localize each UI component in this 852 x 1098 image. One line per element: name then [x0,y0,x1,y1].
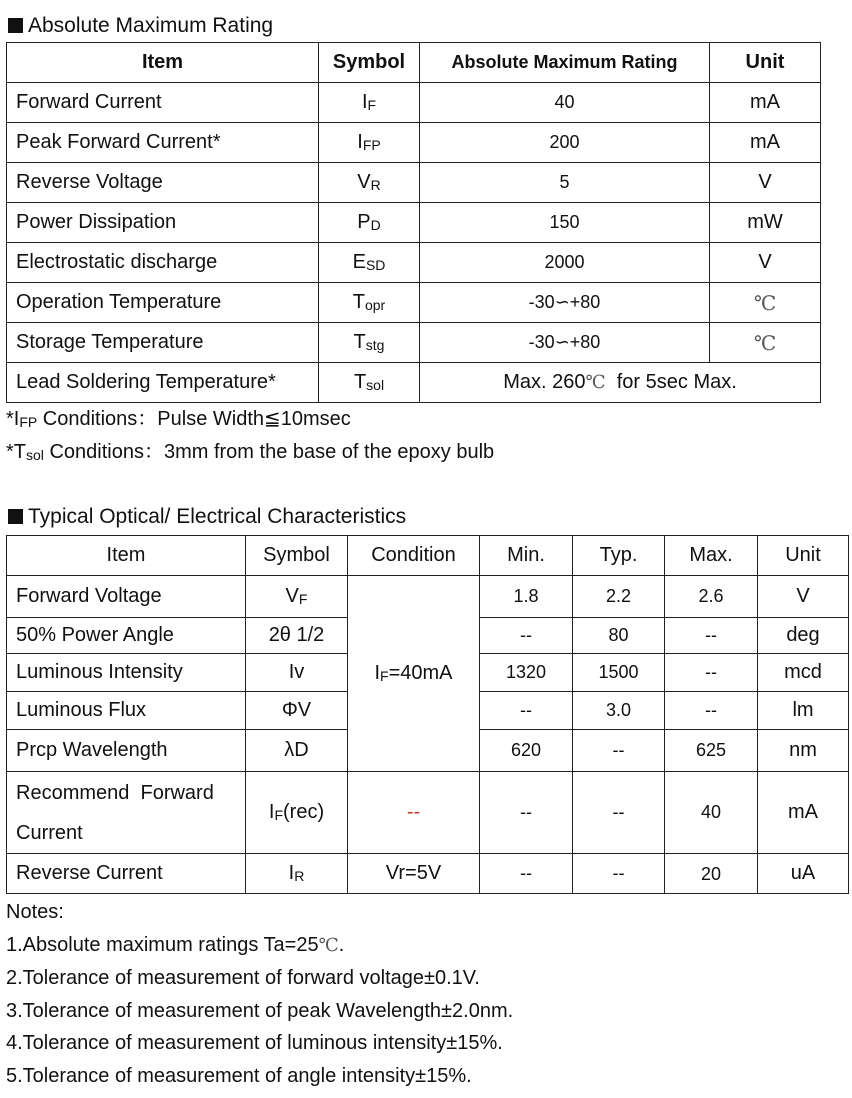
symbol-main: P [357,211,371,233]
note-item: 4.Tolerance of measurement of luminous intensity±15%. [6,1032,503,1054]
symbol-cell [319,363,420,403]
note-post: Conditions：Pulse Width≦10msec [37,408,351,430]
header-unit: Unit [758,536,849,576]
symbol-main: V [357,171,371,193]
unit-cell: ℃ [710,323,821,363]
unit-cell: deg [758,618,849,654]
header-unit: Unit [710,43,821,83]
condition-sub: F [380,668,389,684]
condition-value: =40mA [388,662,453,684]
symbol-cell [246,576,348,618]
symbol-sub: R [370,177,381,193]
max-cell: 2.6 [665,576,758,618]
max-cell: -- [665,692,758,730]
unit-cell: nm [758,730,849,772]
symbol-main: I [288,862,295,884]
header-item: Item [7,43,319,83]
rating-cell: 150 [420,203,710,243]
toe-title-text: Typical Optical/ Electrical Characteristics [28,505,407,528]
item-cell: Luminous Intensity [7,654,246,692]
symbol-main: I [357,131,363,153]
header-symbol: Symbol [319,43,420,83]
symbol-cell [319,323,420,363]
symbol-cell: λD [246,730,348,772]
item-cell: Luminous Flux [7,692,246,730]
condition-cell: Vr=5V [348,854,480,894]
rating-cell: 200 [420,123,710,163]
header-max: Max. [665,536,758,576]
min-cell: -- [480,692,573,730]
note-item: 5.Tolerance of measurement of angle intensity±15%. [6,1064,472,1087]
unit-cell: mcd [758,654,849,692]
note-sub: sol [26,447,44,463]
item-cell: Power Dissipation [7,203,319,243]
item-line-2: Current [16,821,83,844]
max-cell: 20 [665,854,758,894]
max-cell: -- [665,654,758,692]
item-cell: Forward Current [7,83,319,123]
unit-cell: V [710,243,821,283]
table-row [7,283,821,323]
item-cell: Peak Forward Current* [7,123,319,163]
table-row [7,203,821,243]
table-row [7,576,849,618]
min-cell: -- [480,854,573,894]
symbol-cell [319,123,420,163]
symbol-sub: R [294,868,305,884]
degree-unit: ℃ [318,934,339,956]
note-post: Conditions：3mm from the base of the epoxy bulb [43,441,495,463]
table-header-row [7,536,849,576]
toe-section-title [8,504,406,530]
item-cell: Lead Soldering Temperature* [7,363,319,403]
typ-cell: 3.0 [573,692,665,730]
unit-cell: mA [758,772,849,854]
max-cell: 40 [665,772,758,854]
symbol-main: I [361,91,368,113]
item-cell: Electrostatic discharge [7,243,319,283]
header-rating: Absolute Maximum Rating [420,43,710,83]
symbol-sub: opr [364,297,386,313]
symbol-sub: F [298,591,308,607]
rating-pre: Max. 260 [503,371,586,393]
table-row [7,323,821,363]
max-cell: 625 [665,730,758,772]
typ-cell: -- [573,854,665,894]
unit-cell: ℃ [710,283,821,323]
symbol-sub: F [274,807,283,823]
item-cell: Operation Temperature [7,283,319,323]
unit-cell: V [758,576,849,618]
typ-cell: -- [573,772,665,854]
note-tail: . [338,933,345,956]
note-item: 2.Tolerance of measurement of forward voltage±0.1V. [6,967,480,989]
rating-cell: -30∽+80 [420,283,710,323]
symbol-cell [319,243,420,283]
unit-cell: lm [758,692,849,730]
unit-cell: V [710,163,821,203]
shared-condition-cell [348,576,480,772]
symbol-sub: SD [365,257,386,273]
table-row [7,772,849,854]
header-symbol: Symbol [246,536,348,576]
symbol-main: E [352,251,366,273]
header-condition: Condition [348,536,480,576]
note-item [6,929,513,963]
symbol-cell: Iv [246,654,348,692]
symbol-cell [319,83,420,123]
note-item: 3.Tolerance of measurement of peak Wavelength±2.0nm. [6,999,514,1022]
rating-cell: -30∽+80 [420,323,710,363]
symbol-sub: stg [365,337,385,353]
table-row [7,243,821,283]
symbol-cell [319,163,420,203]
condition-note [6,406,351,435]
item-cell [7,772,246,854]
notes-title: Notes: [6,901,64,923]
notes-block [6,896,513,1092]
absolute-maximum-rating-table [6,42,821,403]
table-header-row [7,43,821,83]
symbol-main: T [353,371,367,393]
square-bullet-icon [8,18,23,33]
min-cell: 1320 [480,654,573,692]
unit-cell: mW [710,203,821,243]
item-cell: Reverse Current [7,854,246,894]
symbol-sub: sol [366,377,385,393]
unit-cell: mA [710,83,821,123]
note-text: 1.Absolute maximum ratings Ta=25 [6,933,319,956]
symbol-cell [319,283,420,323]
typ-cell: 1500 [573,654,665,692]
amr-title-text: Absolute Maximum Rating [28,14,274,37]
symbol-cell [319,203,420,243]
item-cell: Forward Voltage [7,576,246,618]
symbol-main: T [353,331,366,353]
table-row [7,363,821,403]
optical-electrical-characteristics-table [6,535,849,894]
symbol-sub: D [370,217,381,233]
table-row [7,123,821,163]
amr-section-title [8,13,273,39]
symbol-cell: 2θ 1/2 [246,618,348,654]
note-pre: *I [6,408,20,430]
rating-cell: 2000 [420,243,710,283]
square-bullet-icon [8,509,23,524]
rating-cell: 5 [420,163,710,203]
condition-note [6,439,494,468]
unit-cell: uA [758,854,849,894]
rating-merged-cell [420,363,821,403]
condition-cell: -- [348,772,480,854]
rating-post: for 5sec Max. [605,371,737,393]
unit-cell: mA [710,123,821,163]
note-sub: FP [19,414,38,430]
symbol-sub: F [367,97,377,113]
typ-cell: 2.2 [573,576,665,618]
header-typ: Typ. [573,536,665,576]
symbol-sub: FP [362,137,381,153]
symbol-main: T [352,291,365,313]
symbol-main: V [285,585,299,607]
condition-symbol: I [374,662,381,684]
item-cell: Storage Temperature [7,323,319,363]
min-cell: -- [480,618,573,654]
symbol-post: (rec) [283,801,325,823]
min-cell: -- [480,772,573,854]
table-row [7,83,821,123]
symbol-cell: ΦV [246,692,348,730]
symbol-main: I [268,801,275,823]
symbol-cell [246,772,348,854]
typ-cell: 80 [573,618,665,654]
item-line-1: Recommend Forward [16,781,214,804]
item-cell: Reverse Voltage [7,163,319,203]
rating-cell: 40 [420,83,710,123]
min-cell: 1.8 [480,576,573,618]
degree-unit: ℃ [585,372,606,393]
typ-cell: -- [573,730,665,772]
item-cell: 50% Power Angle [7,618,246,654]
min-cell: 620 [480,730,573,772]
header-item: Item [7,536,246,576]
item-cell: Prcp Wavelength [7,730,246,772]
symbol-cell [246,854,348,894]
table-row [7,163,821,203]
table-row [7,854,849,894]
note-pre: *T [6,441,26,463]
max-cell: -- [665,618,758,654]
header-min: Min. [480,536,573,576]
